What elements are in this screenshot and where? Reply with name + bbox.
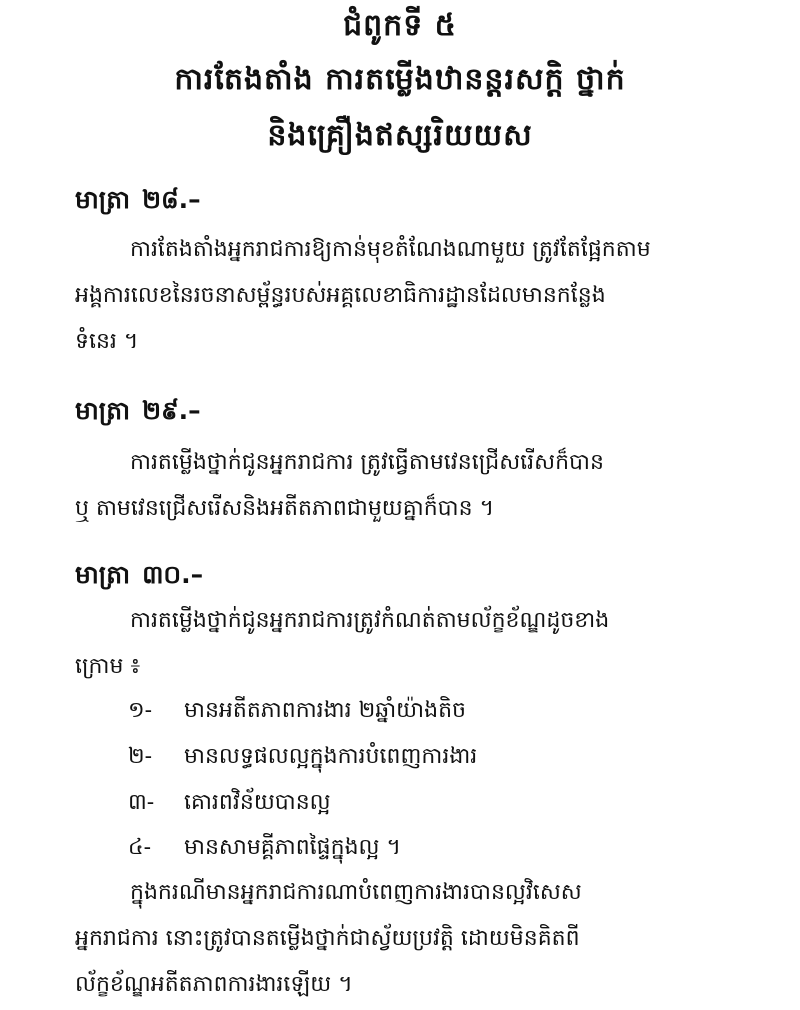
paragraph-line: ឬ តាមវេនជ្រើសរើសនិងអតីតភាពជាមួយគ្នាក៏បាន ។: [75, 496, 495, 521]
list-item: [128, 831, 401, 865]
paragraph-line: ការតម្លើងថ្នាក់ជូនអ្នករាជការ ត្រូវធ្វើតាមវេនជ្រើសរើសក៏បាន: [130, 450, 604, 475]
list-text: មានសាមគ្គីភាពផ្ទៃក្នុងល្អ ។: [184, 835, 402, 860]
article-28-body: [75, 227, 745, 365]
chapter-title-line-2: និងគ្រឿងឥស្សរិយយស: [267, 118, 533, 153]
list-marker: ៤-: [128, 835, 152, 860]
paragraph-line: ការតម្លើងថ្នាក់ជូនអ្នករាជការត្រូវកំណត់តាមល័ក្ខខ័ណ្ឌដូចខាង: [130, 608, 610, 633]
paragraph-line: ទំនេរ ។: [75, 329, 139, 354]
chapter-number: ជំពូកទី ៥: [343, 8, 457, 43]
list-item: [128, 740, 477, 774]
article-28-heading: [75, 183, 201, 217]
paragraph-line: ការតែងតាំងអ្នករាជការឱ្យកាន់មុខតំណែងណាមួយ ត្រូវតែផ្អែកតាម: [130, 237, 651, 262]
paragraph-line: ល័ក្ខខ័ណ្ឌអតីតភាពការងារឡើយ ។: [75, 972, 353, 997]
article-30-heading: [75, 558, 203, 592]
article-label: មាត្រា: [75, 396, 131, 425]
article-number: ៣០.–: [142, 560, 204, 589]
list-item: [128, 694, 466, 728]
list-text: មានលទ្ធផលល្អក្នុងការបំពេញការងារ: [184, 744, 478, 769]
paragraph-line: អង្គការលេខនៃរចនាសម្ព័ន្ធរបស់អគ្គលេខាធិការដ្ឋានដែលមានកន្លែង: [75, 283, 606, 308]
article-29-heading: [75, 394, 201, 428]
list-marker: ៣-: [128, 790, 155, 815]
paragraph-line: ក្នុងករណីមានអ្នករាជការណាបំពេញការងារបានល្អវិសេស: [130, 880, 582, 905]
list-text: គោរពវិន័យបានល្អ: [184, 790, 331, 815]
article-label: មាត្រា: [75, 185, 131, 214]
list-marker: ២-: [128, 744, 153, 769]
article-30-closing: [75, 870, 745, 1008]
chapter-title-line-1: ការតែងតាំង ការតម្លើងឋានន្តរសក្តិ ថ្នាក់: [174, 62, 626, 97]
paragraph-line: អ្នករាជការ នោះត្រូវបានតម្លើងថ្នាក់ជាស្វ័យប្រវត្តិ ដោយមិនគិតពី: [75, 926, 580, 951]
article-30-intro: [75, 598, 745, 690]
paragraph-line: ក្រោម ៖: [75, 654, 141, 679]
list-text: មានអតីតភាពការងារ ២ឆ្នាំយ៉ាងតិច: [184, 698, 466, 723]
article-29-body: [75, 440, 745, 532]
article-number: ២៨.–: [142, 185, 201, 214]
article-number: ២៩.–: [142, 396, 201, 425]
article-label: មាត្រា: [75, 560, 131, 589]
list-item: [128, 786, 331, 820]
list-marker: ១-: [128, 698, 153, 723]
